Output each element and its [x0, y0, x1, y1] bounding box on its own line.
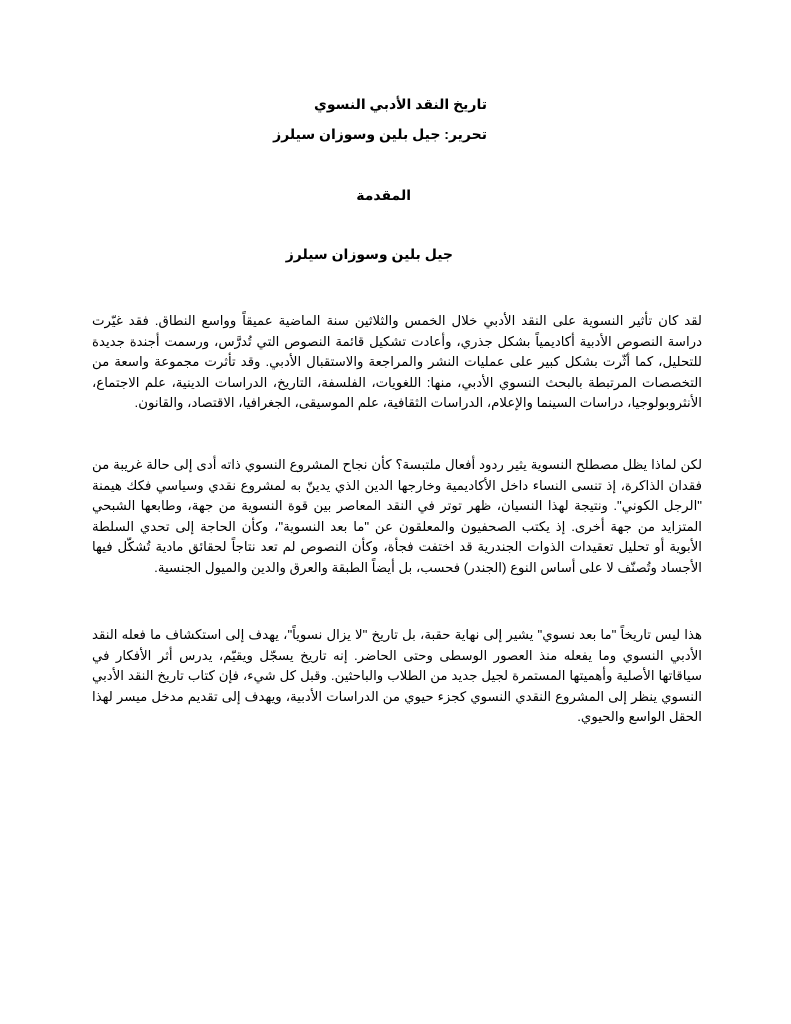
editors-line: تحرير: جيل بلين وسوزان سيلرز — [273, 126, 487, 142]
paragraph: لقد كان تأثير النسوية على النقد الأدبي خلال الخمس والثلاثين سنة الماضية عميقاً وواسع النطاق. فقد غيّرت دراسة النصوص الأدبية أكاديمياً بشكل جذري، وأعادت تشكيل قائمة النصوص التي تُدرَّس، ورسمت أجندة جديدة للتحليل، كما أثّرت بشكل كبير على عمليات النشر والمراجعة والاستقبال الأدبي. وقد تأثرت مجموعة واسعة من التخصصات المرتبطة بالبحث النسوي الأدبي، منها: اللغويات، الفلسفة، التاريخ، الدراسات الدينية، علم الاجتماع، الأنثروبولوجيا، دراسات السينما والإعلام، الدراسات الثقافية، علم الموسيقى، الجغرافيا، الاقتصاد، والقانون. — [92, 313, 702, 410]
paragraph: هذا ليس تاريخاً "ما بعد نسوي" يشير إلى نهاية حقبة، بل تاريخ "لا يزال نسوياً"، يهدف إلى استكشاف ما فعله النقد الأدبي النسوي وما يفعله منذ العصور الوسطى وحتى الحاضر. إنه تاريخ يسجّل ويقيّم، يدرس أثر الأفكار في سياقاتها الأصلية وأهميتها المستمرة لجيل جديد من الطلاب والباحثين. وقبل كل شيء، فإن كتاب تاريخ النقد الأدبي النسوي ينظر إلى المشروع النقدي النسوي كجزء حيوي من الدراسات الأدبية، ويهدف إلى تقديم مدخل ميسر لهذا الحقل الواسع والحيوي. — [92, 627, 702, 724]
section-author: جيل بلين وسوزان سيلرز — [285, 246, 453, 262]
paragraph: لكن لماذا يظل مصطلح النسوية يثير ردود أفعال ملتبسة؟ كأن نجاح المشروع النسوي ذاته أدى إلى حالة غريبة من فقدان الذاكرة، إذ تنسى النساء داخل الأكاديمية وخارجها الدين الذي يدينّ به لمشروع نقدي وسياسي فكك هيمنة "الرجل الكوني". ونتيجة لهذا النسيان، ظهر توتر في النقد المعاصر بين قوة النسوية من جهة، وطابعها الشبحي المتزايد من جهة أخرى. إذ يكتب الصحفيون والمعلقون عن "ما بعد النسوية"، وكأن الحاجة إلى تحدي السلطة الأبوية أو تحليل تعقيدات الذوات الجندرية قد اختفت فجأة، وكأن النصوص لم تعد نتاجاً لحقائق مادية تُشكّل فيها الأجساد وتُصنّف لا على أساس النوع (الجندر) فحسب، بل أيضاً الطبقة والعرق والدين والميول الجنسية. — [92, 457, 702, 575]
document-title: تاريخ النقد الأدبي النسوي — [314, 96, 487, 112]
section-heading: المقدمة — [356, 187, 411, 203]
